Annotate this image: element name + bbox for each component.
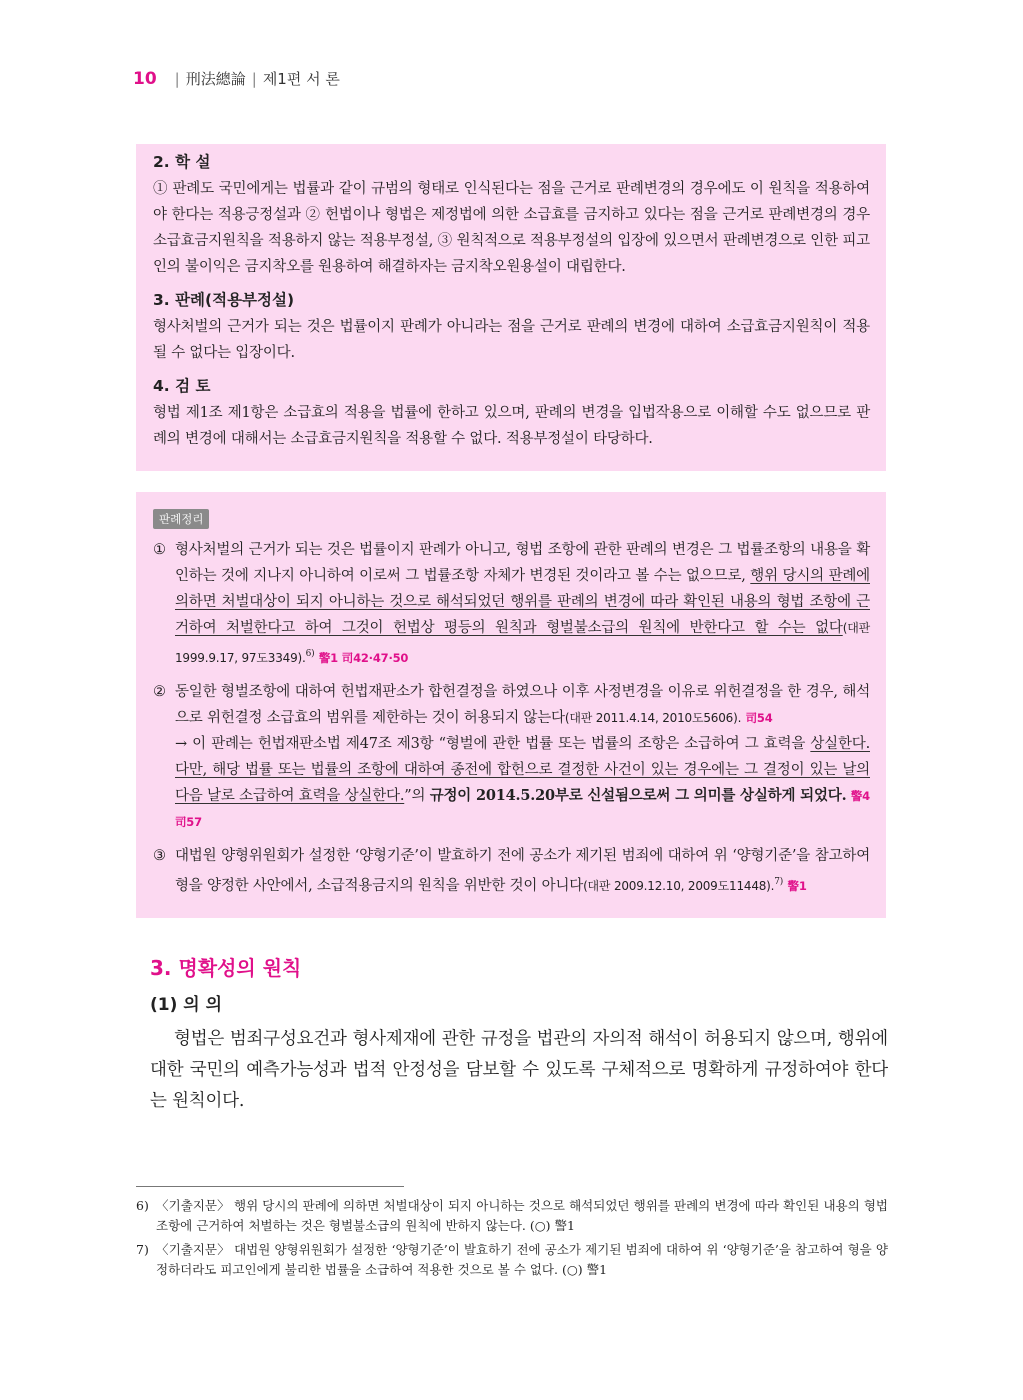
exam-marks: 警1 司42·47·50 — [318, 650, 409, 665]
theories-text: ① 판례도 국민에게는 법률과 같이 규범의 형태로 인식된다는 점을 근거로 판례변경의 경우에도 이 원칙을 적용하여야 한다는 적용긍정설과 ② 헌법이나 형법은 제정법에 의한 소급효를 금지하고 있다는 점을 근거로 판례변경의 경우 소급효금지원칙을 적용하지 않는 적용부정설, ③ 원칙적으로 적용부정설의 입장에 있으면서 판례변경으로 인한 피고인의 불이익은 금지착오를 원용하여 해결하자는 금지착오원용설이 대립한다. — [153, 181, 870, 275]
bold-note: 규정이 2014.5.20부로 신설됨으로써 그 의미를 상실하게 되었다. — [429, 786, 847, 804]
case-citation: (대판 1999.9.17, 97도3349). — [175, 621, 870, 665]
page-number: 10 — [133, 69, 157, 89]
part-title: 제1편 서 론 — [262, 70, 340, 88]
review-text: 형법 제1조 제1항은 소급효의 적용을 법률에 한하고 있으며, 판례의 변경을 입법작용으로 이해할 수도 없으므로 판례의 변경에 대해서는 소급효금지원칙을 적용할 수 없다. 적용부정설이 타당하다. — [153, 405, 870, 447]
footnote-6: 6) 〈기출지문〉 행위 당시의 판례에 의하면 처벌대상이 되지 아니하는 것으로 해석되었던 행위를 판례의 변경에 따라 확인된 내용의 형법 조항에 근거하여 처벌하는 것은 형벌불소급의 원칙에 반하지 않는다. (○) 警1 — [136, 1198, 888, 1233]
footnote-divider — [136, 1186, 404, 1187]
footnote-ref: 7) — [774, 876, 784, 887]
underlined-holding: 행위 당시의 판례에 의하면 처벌대상이 되지 아니하는 것으로 해석되었던 행위를 판례의 변경에 따라 확인된 내용의 형법 조항에 근거하여 처벌한다고 하여 그것이 헌법상 평등의 원칙과 형벌불소급의 원칙에 반한다고 할 수는 없다 — [175, 568, 870, 636]
heading-precedent: 3. 판례(적용부정설) — [153, 291, 295, 309]
footnote-7: 7) 〈기출지문〉 대법원 양형위원회가 설정한 ‘양형기준’이 발효하기 전에 공소가 제기된 범죄에 대하여 위 ‘양형기준’을 참고하여 형을 양정하더라도 피고인에게 불리한 법률을 소급하여 적용한 것으로 볼 수 없다. (○) 警1 — [136, 1242, 888, 1277]
footnote-ref: 6) — [305, 649, 315, 659]
case-item-1: ① 형사처벌의 근거가 되는 것은 법률이지 판례가 아니고, 형법 조항에 관한 판례의 변경은 그 법률조항의 내용을 확인하는 것에 지나지 아니하여 이로써 그 법률조항 자체가 변경된 것이라고 볼 수는 없으므로, 행위 당시의 판례에 의하면 처벌대상이 되지 아니하는 것으로 해석되었던 행위를 판례의 변경에 따라 확인된 내용의 형법 조항에 근거하여 처벌한다고 하여 그것이 헌법상 평등의 원칙과 형벌불소급의 원칙에 반한다고 할 수는 없다(대판 1999.9.17, 97도3349).$^{6)}$ 警1 司42·47·50 — [153, 542, 870, 665]
case-citation: (대판 2011.4.14, 2010도5606). — [564, 710, 742, 725]
exam-marks: 司54 — [745, 710, 773, 725]
theory-box — [136, 144, 886, 471]
case-item-2: ② 동일한 형벌조항에 대하여 헌법재판소가 합헌결정을 하였으나 이후 사정변경을 이유로 위헌결정을 한 경우, 해석으로 위헌결정 소급효의 범위를 제한하는 것이 허용되지 않는다(대판 2011.4.14, 2010도5606). 司54 → 이 판례는 헌법재판소법 제47조 제3항 “형벌에 관한 법률 또는 법률의 조항은 소급하여 그 효력을 상실한다. 다만, 해당 법률 또는 법률의 조항에 대하여 종전에 합헌으로 결정한 사건이 있는 경우에는 그 결정이 있는 날의 다음 날로 소급하여 효력을 상실한다.”의 규정이 2014.5.20부로 신설됨으로써 그 의미를 상실하게 되었다. 警4 司57 — [153, 683, 870, 829]
running-header: 10 | 刑法總論 | 제1편 서 론 — [133, 69, 340, 89]
case-summary-box — [136, 492, 886, 918]
case-summary-tag: 판례정리 — [153, 509, 209, 529]
case-item-3: ③ 대법원 양형위원회가 설정한 ‘양형기준’이 발효하기 전에 공소가 제기된 범죄에 대하여 위 ‘양형기준’을 참고하여 형을 양정한 사안에서, 소급적용금지의 원칙을 위반한 것이 아니다(대판 2009.12.10, 2009도11448).$^{7)}$ 警1 — [153, 847, 870, 894]
book-title: 刑法總論 — [185, 70, 246, 88]
exam-marks: 警4 司57 — [175, 788, 870, 829]
underlined-statute: 상실한다. 다만, 해당 법률 또는 법률의 조항에 대하여 종전에 합헌으로 결정한 사건이 있는 경우에는 그 결정이 있는 날의 다음 날로 소급하여 효력을 상실한다. — [175, 735, 870, 804]
precedent-text: 형사처벌의 근거가 되는 것은 법률이지 판례가 아니라는 점을 근거로 판례의 변경에 대하여 소급효금지원칙이 적용될 수 없다는 입장이다. — [153, 319, 870, 361]
subsection-title: (1) 의 의 — [150, 995, 223, 1015]
heading-theories: 2. 학 설 — [153, 153, 211, 171]
exam-marks: 警1 — [787, 878, 807, 893]
case-citation: (대판 2009.12.10, 2009도11448). — [583, 878, 775, 893]
section-title: 3. 명확성의 원칙 — [150, 956, 302, 980]
footnotes — [136, 1196, 888, 1284]
heading-review: 4. 검 토 — [153, 377, 211, 395]
section-body: 형법은 범죄구성요건과 형사제재에 관한 규정을 법관의 자의적 해석이 허용되지 않으며, 행위에 대한 국민의 예측가능성과 법적 안정성을 담보할 수 있도록 구체적으로 명확하게 규정하여야 한다는 원칙이다. — [150, 1029, 888, 1111]
